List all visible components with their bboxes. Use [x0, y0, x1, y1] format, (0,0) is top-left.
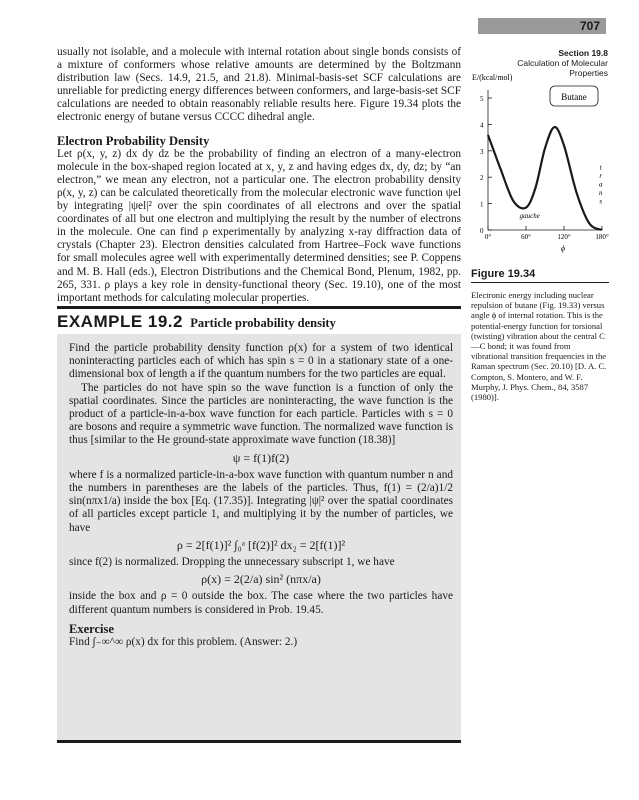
energy-curve — [488, 127, 602, 230]
legend-label: Butane — [561, 92, 587, 102]
annotations — [520, 163, 603, 220]
x-tick-label: 60° — [521, 233, 531, 241]
x-tick-label: 180° — [595, 233, 609, 241]
example-top-rule — [57, 306, 461, 309]
x-tick-label: 120° — [557, 233, 571, 241]
y-tick-label: 4 — [480, 121, 484, 130]
example-solution-3: since f(2) is normalized. Dropping the unnecessary subscript 1, we have — [69, 556, 395, 569]
exercise-text: Find ∫₋∞^∞ ρ(x) dx for this problem. (Answer: 2.) — [69, 636, 298, 649]
example-bottom-rule — [57, 740, 461, 743]
axes — [480, 90, 609, 253]
figure-rule — [471, 282, 609, 283]
figure-caption — [471, 290, 609, 402]
example-solution-4: inside the box and ρ = 0 outside the box. The case where the two particles have different quantum numbers is considered in Prob. 19.45. — [69, 590, 453, 616]
example-problem: Find the particle probability density function ρ(x) for a system of two identical noninteracting particles each of which has spin s = 0 in a stationary state of a one-dimensional box of length a if the quantum numbers for the two particles are equal. — [69, 342, 453, 381]
annotation-trans-letter: n — [598, 188, 603, 197]
density-paragraph: Let ρ(x, y, z) dx dy dz be the probability of finding an electron of a many-electron molecule in the box-shaped region located at x, y, z and having edges dx, dy, dz; by “an electron,” we mean any electron, not a particular one. The electron probability density ρ(x, y, z) can be calculated theoretically from the molecular electronic wave function ψel by integrating |ψel|² over the spin coordinates of all electrons and over the spatial coordinates of all but one electron and multiplying the result by the number of electrons in the molecule. One can find ρ experimentally by analyzing x-ray diffraction data of crystals (Chapter 23). Electron densities calculated from Hartree–Fock wave functions for small molecules agree well with experimentally determined densities; see P. Coppens and M. B. Hall (eds.), Electron Distributions and the Chemical Bond, Plenum, 1982, pp. 265, 331. ρ plays a key role in density-functional theory (Sec. 19.10), one of the most important methods for calculating molecular properties. — [57, 147, 461, 304]
example-solution-1: The particles do not have spin so the wave function is a function of only the spatial coordinates. Since the particles are noninteracting, the wave function is the product of a particle-in-a-box wave function for each particle. Particles with s = 0 are bosons and require a symmetric wave function. The normalized wave function is thus [similar to the He ground-state approximate wave function (18.38)] — [69, 381, 453, 447]
example-label: EXAMPLE 19.2 — [57, 312, 183, 331]
annotation-trans-letter: s — [599, 197, 603, 206]
x-tick-label: 0° — [484, 233, 492, 241]
section-title: Calculation of Molecular Properties — [517, 58, 608, 78]
section-heading: Electron Probability Density — [57, 133, 210, 148]
page-number: 707 — [579, 19, 600, 33]
energy-chart — [470, 68, 610, 258]
y-tick-label: 1 — [480, 200, 484, 209]
annotation-trans-letter: a — [598, 180, 603, 189]
equation-density-result: ρ(x) = 2(2/a) sin² (nπx/a) — [201, 572, 321, 587]
annotation-gauche: gauche — [519, 212, 540, 221]
equation-wavefunction: ψ = f(1)f(2) — [232, 450, 290, 465]
figure-plot — [470, 68, 610, 258]
exercise-heading: Exercise — [69, 621, 114, 636]
example-solution-2: where f is a normalized particle-in-a-box wave function with quantum number n and the numbers in parentheses are the labels of the particles. Thus, f(1) = (2/a)1/2 sin(nπx1/a) inside the box [Eq. (17.35)]. Integrating |ψ|² over the spatial coordinates of all particles except particle 1, and multiplying it by the number of particles, we have — [69, 468, 453, 534]
example-box — [57, 334, 461, 740]
example-header — [57, 313, 336, 332]
main-text-column — [57, 46, 461, 305]
page-number-bar — [478, 18, 606, 34]
intro-paragraph: usually not isolable, and a molecule with internal rotation about single bonds consists of a mixture of conformers whose relative amounts are determined by the Boltzmann distribution law (Secs. 14.9, 21.5, and 21.8). Minimal-basis-set SCF calculations are unreliable for predicting energy differences between conformers, and large-basis-set SCF calculations are needed to obtain reasonably reliable results here. Figure 19.34 plots the electronic energy of butane versus CCCC dihedral angle. — [57, 46, 461, 124]
y-tick-label: 5 — [480, 95, 484, 103]
y-tick-label: 2 — [480, 174, 484, 183]
caption-text: Electronic energy including nuclear repulsion of butane (Fig. 19.33) versus angle ϕ of internal rotation. This is the potential-energy function for torsional (twisting) vibration about the central C—C bond; it was found from vibrational transition frequencies in the Raman spectrum (Sec. 20.10) [D. A. C. Compton, S. Montero, and W. F. Murphy, J. Phys. Chem., 84, 3587 (1980)]. — [471, 290, 607, 403]
equation-density-integral: ρ = 2[f(1)]² ∫₀ᵃ [f(2)]² dx₂ = 2[f(1)]² — [176, 537, 346, 552]
section-number: Section 19.8 — [558, 48, 608, 58]
y-tick-label: 0 — [480, 227, 484, 235]
annotation-trans-letter: r — [599, 171, 603, 180]
example-title: Particle probability density — [190, 316, 336, 330]
x-axis-label: ϕ — [560, 244, 565, 253]
figure-title: Figure 19.34 — [471, 268, 536, 280]
y-axis-label: E/(kcal/mol) — [472, 73, 513, 82]
annotation-trans-letter: t — [599, 163, 602, 172]
y-tick-label: 3 — [480, 147, 484, 156]
